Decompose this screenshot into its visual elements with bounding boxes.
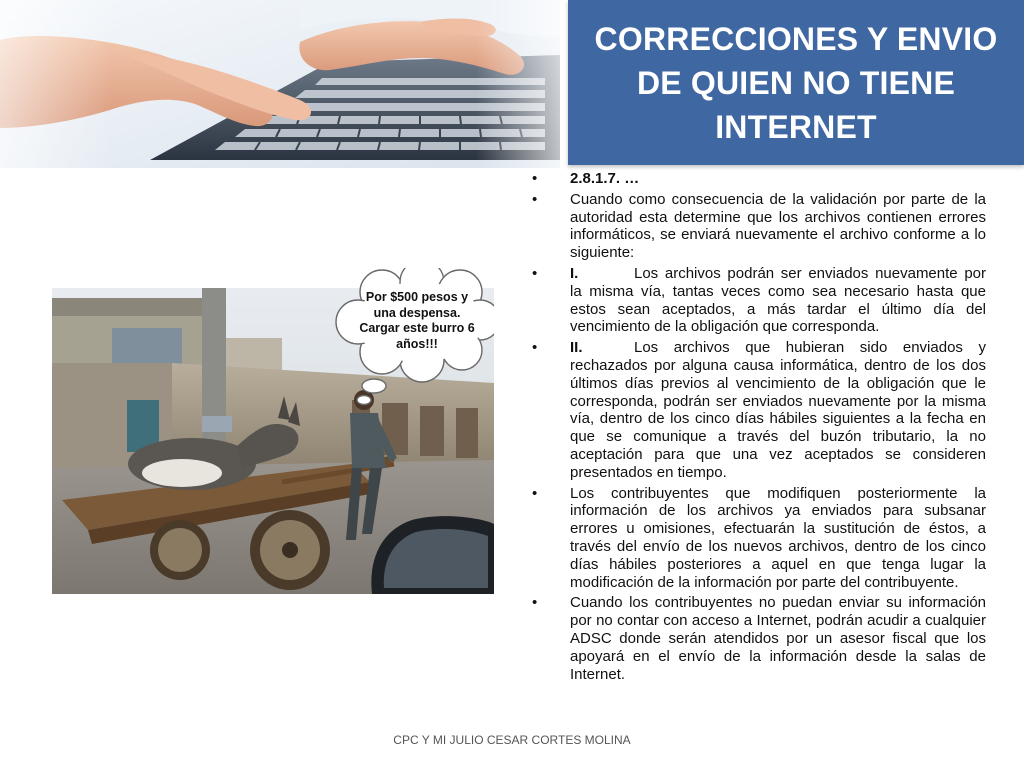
bullet-dot-icon: • <box>532 484 538 502</box>
list-item <box>528 170 986 188</box>
list-item-text: Cuando como consecuencia de la validación por parte de la autoridad esta determine que los archivos contienen errores informáticos, se enviará nuevamente el archivo conforme a lo siguiente: <box>570 190 986 262</box>
speech-bubble-text: Por $500 pesos y una despensa. Cargar este burro 6 años!!! <box>359 290 475 351</box>
bullet-dot-icon: • <box>532 170 538 187</box>
list-item <box>528 485 986 592</box>
list-item <box>528 265 986 336</box>
list-item <box>528 594 986 683</box>
list-item-lead: 2.8.1.7. … <box>570 170 640 187</box>
bullet-list-container <box>528 170 986 686</box>
list-item-text: Los archivos podrán ser enviados nuevamente por la misma vía, tantas veces como sea necesario hasta que estos sean aceptados, a más tardar el último día del vencimiento de la obligación que corresponda. <box>570 264 986 336</box>
list-item <box>528 339 986 481</box>
donkey-cart-photo <box>52 268 494 594</box>
list-item <box>528 191 986 262</box>
title-banner <box>568 0 1024 165</box>
bullet-dot-icon: • <box>532 190 538 208</box>
list-item-lead: II. <box>570 339 583 357</box>
list-item-text: Cuando los contribuyentes no puedan enviar su información por no contar con acceso a Internet, podrán acudir a cualquier ADSC donde serán atendidos por un asesor fiscal que los apoyará en el envío de la información desde la salas de Internet. <box>570 594 986 683</box>
bullet-dot-icon: • <box>532 339 538 357</box>
list-item-lead: I. <box>570 264 579 282</box>
bullet-dot-icon: • <box>532 264 538 282</box>
keyboard-hands-photo <box>0 0 560 168</box>
bullet-list <box>528 170 986 683</box>
footer-author: CPC Y MI JULIO CESAR CORTES MOLINA <box>393 733 631 747</box>
slide-title: CORRECCIONES Y ENVIO DE QUIEN NO TIENE INTERNET <box>594 20 998 145</box>
list-item-text: Los archivos que hubieran sido enviados y rechazados por alguna causa informática, dentro de los dos últimos días previos al vencimiento de la obligación que le corresponda, podrán ser enviados nuevamente por la misma vía, dentro de los cinco días hábiles siguientes a la fecha en que se comunique a través del buzón tributario, la no aceptación para que una vez aceptados se consideren presentados en tiempo. <box>570 339 986 481</box>
bullet-dot-icon: • <box>532 594 538 612</box>
list-item-text: Los contribuyentes que modifiquen posteriormente la información de los archivos ya enviados para subsanar errores u omisiones, efectuarán la sustitución de éstos, a través del envío de los nuevos archivos, dentro de los cinco días hábiles posteriores a aquel en que tenga lugar la modificación de la información por parte del contribuyente. <box>570 484 986 591</box>
